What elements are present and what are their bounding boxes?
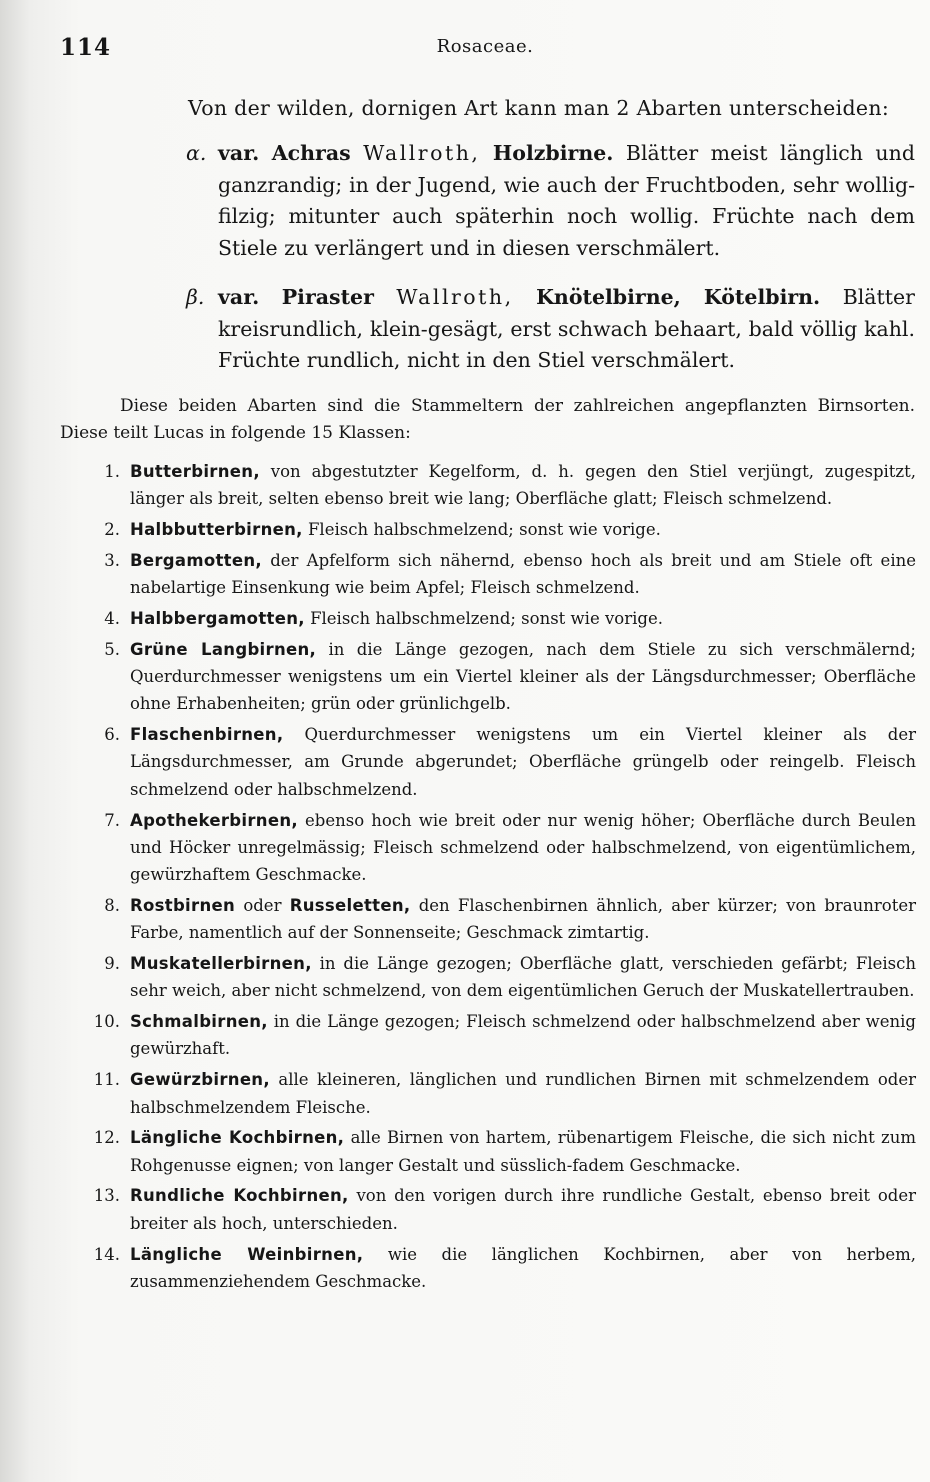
- variety-common-names: Knötelbirne, Kötelbirn.: [536, 285, 821, 309]
- page-number: 114: [60, 34, 112, 61]
- class-item: [60, 605, 916, 632]
- class-name: Flaschenbirnen,: [130, 725, 284, 745]
- class-name: Bergamotten,: [130, 550, 262, 570]
- class-name: Rundliche Kochbirnen,: [130, 1186, 349, 1206]
- class-name-connector: oder: [243, 895, 282, 915]
- class-name: Grüne Langbirnen,: [130, 639, 317, 659]
- class-name: Gewürzbirnen,: [130, 1070, 270, 1090]
- class-item: [60, 1008, 916, 1063]
- class-item: [60, 636, 916, 718]
- class-item: [60, 516, 916, 543]
- class-number: 11.: [93, 1070, 120, 1090]
- intro-line: Von der wilden, dornigen Art kann man 2 Abarten unterscheiden:: [188, 96, 890, 120]
- class-description: wie die länglichen Kochbirnen, aber von herbem, zusammenziehendem Geschmacke.: [130, 1244, 916, 1291]
- class-number: 4.: [104, 608, 120, 628]
- class-list: [60, 458, 916, 1299]
- class-number: 6.: [104, 725, 120, 745]
- class-number: 14.: [93, 1244, 120, 1264]
- class-number: 1.: [104, 462, 120, 481]
- variety-author: Wallroth,: [363, 141, 481, 165]
- variety-var-label: var.: [218, 285, 260, 309]
- class-name-alt: Russeletten,: [289, 895, 411, 915]
- class-description: Fleisch halbschmelzend; sonst wie vorige.: [310, 608, 663, 628]
- class-name: Halbbutterbirnen,: [130, 520, 303, 540]
- variety-common-names: Holzbirne.: [492, 141, 614, 165]
- class-description: alle kleineren, länglichen und rundlichen Birnen mit schmelzendem oder halbschmelzendem Fleische.: [130, 1070, 916, 1117]
- class-description: Fleisch halbschmelzend; sonst wie vorige.: [307, 520, 661, 540]
- class-name: Muskatellerbirnen,: [130, 954, 312, 974]
- class-description: Querdurchmesser wenigstens um ein Viertel kleiner als der Längsdurchmesser, am Grunde abgerundet; Oberfläche grüngelb oder reingelb. Fleisch schmelzend oder halbschmelzend.: [130, 725, 916, 799]
- class-number: 5.: [104, 639, 120, 659]
- class-item: [60, 807, 916, 889]
- class-number: 12.: [93, 1128, 120, 1148]
- class-number: 10.: [93, 1012, 120, 1032]
- variety-marker: β.: [186, 285, 205, 309]
- class-description: den Flaschenbirnen ähnlich, aber kürzer; von braunroter Farbe, namentlich auf der Sonnenseite; Geschmack zimtartig.: [130, 895, 917, 943]
- class-description: von abgestutzter Kegelform, d. h. gegen den Stiel verjüngt, zugespitzt, länger als breit, selten ebenso breit wie lang; Oberfläche glatt; Fleisch schmelzend.: [130, 462, 916, 509]
- class-description: ebenso hoch wie breit oder nur wenig höher; Oberfläche durch Beulen und Höcker unregelmässig; Fleisch schmelzend oder halbschmelzend, von eigentümlichem, gewürzhaftem Geschmacke.: [130, 810, 916, 885]
- running-title: Rosaceae.: [436, 36, 534, 57]
- class-description: in die Länge gezogen, nach dem Stiele zu sich verschmälernd; Querdurchmesser wenigstens um ein Viertel kleiner als der Längsdurchmesser; Oberfläche ohne Erhabenheiten; grün oder grünlichgelb.: [130, 639, 916, 714]
- class-description: der Apfelform sich nähernd, ebenso hoch als breit und am Stiele oft eine nabelartige Einsenkung wie beim Apfel; Fleisch schmelzend.: [130, 550, 916, 598]
- classes-intro-paragraph: Diese beiden Abarten sind die Stammeltern der zahlreichen angepflanzten Birnsorten. Diese teilt Lucas in folgende 15 Klassen:: [60, 396, 915, 443]
- page-header: [60, 34, 910, 64]
- class-description: in die Länge gezogen; Oberfläche glatt, verschieden gefärbt; Fleisch sehr weich, aber nicht schmelzend, von dem eigentümlichen Geruch der Muskatellertrauben.: [130, 954, 916, 1001]
- class-item: [60, 1124, 916, 1179]
- class-number: 9.: [104, 954, 120, 974]
- class-description: alle Birnen von hartem, rübenartigem Fleische, die sich nicht zum Rohgenusse eignen; von langer Gestalt und süsslich-fadem Geschmacke.: [130, 1128, 916, 1175]
- class-name: Längliche Weinbirnen,: [130, 1244, 364, 1264]
- variety-description: Blätter kreisrundlich, klein-gesägt, erst schwach behaart, bald völlig kahl. Früchte rundlich, nicht in den Stiel verschmälert.: [218, 285, 915, 372]
- variety-alpha: [186, 138, 915, 264]
- variety-var-label: var.: [218, 141, 260, 165]
- variety-description: Blätter meist länglich und ganzrandig; in der Jugend, wie auch der Fruchtboden, sehr wollig-filzig; mitunter auch späterhin noch wollig. Früchte nach dem Stiele zu verlängert und in diesen verschmälert.: [218, 141, 915, 260]
- class-name: Butterbirnen,: [130, 462, 260, 481]
- class-name: Halbbergamotten,: [130, 608, 305, 628]
- class-name: Schmalbirnen,: [130, 1012, 268, 1032]
- variety-beta: [186, 282, 915, 377]
- variety-name: Achras: [271, 141, 351, 165]
- class-name: Längliche Kochbirnen,: [130, 1128, 345, 1148]
- class-item: [60, 721, 916, 803]
- class-item: [60, 1182, 916, 1237]
- class-description: in die Länge gezogen; Fleisch schmelzend oder halbschmelzend aber wenig gewürzhaft.: [130, 1012, 916, 1059]
- class-description: von den vorigen durch ihre rundliche Gestalt, ebenso breit oder breiter als hoch, unterschieden.: [130, 1186, 916, 1233]
- class-item: [60, 892, 916, 947]
- class-item: [60, 547, 916, 602]
- variety-author: Wallroth,: [396, 285, 514, 309]
- class-number: 8.: [104, 895, 120, 915]
- variety-name: Piraster: [281, 285, 374, 309]
- class-item: [60, 1066, 916, 1121]
- class-number: 2.: [104, 520, 120, 540]
- class-name: Apothekerbirnen,: [130, 810, 298, 830]
- class-name: Rostbirnen: [130, 895, 236, 915]
- class-item: [60, 458, 916, 513]
- class-item: [60, 1241, 916, 1296]
- class-number: 13.: [93, 1186, 120, 1206]
- class-number: 7.: [104, 810, 120, 830]
- variety-marker: α.: [186, 141, 207, 165]
- class-item: [60, 950, 916, 1005]
- class-number: 3.: [104, 550, 120, 570]
